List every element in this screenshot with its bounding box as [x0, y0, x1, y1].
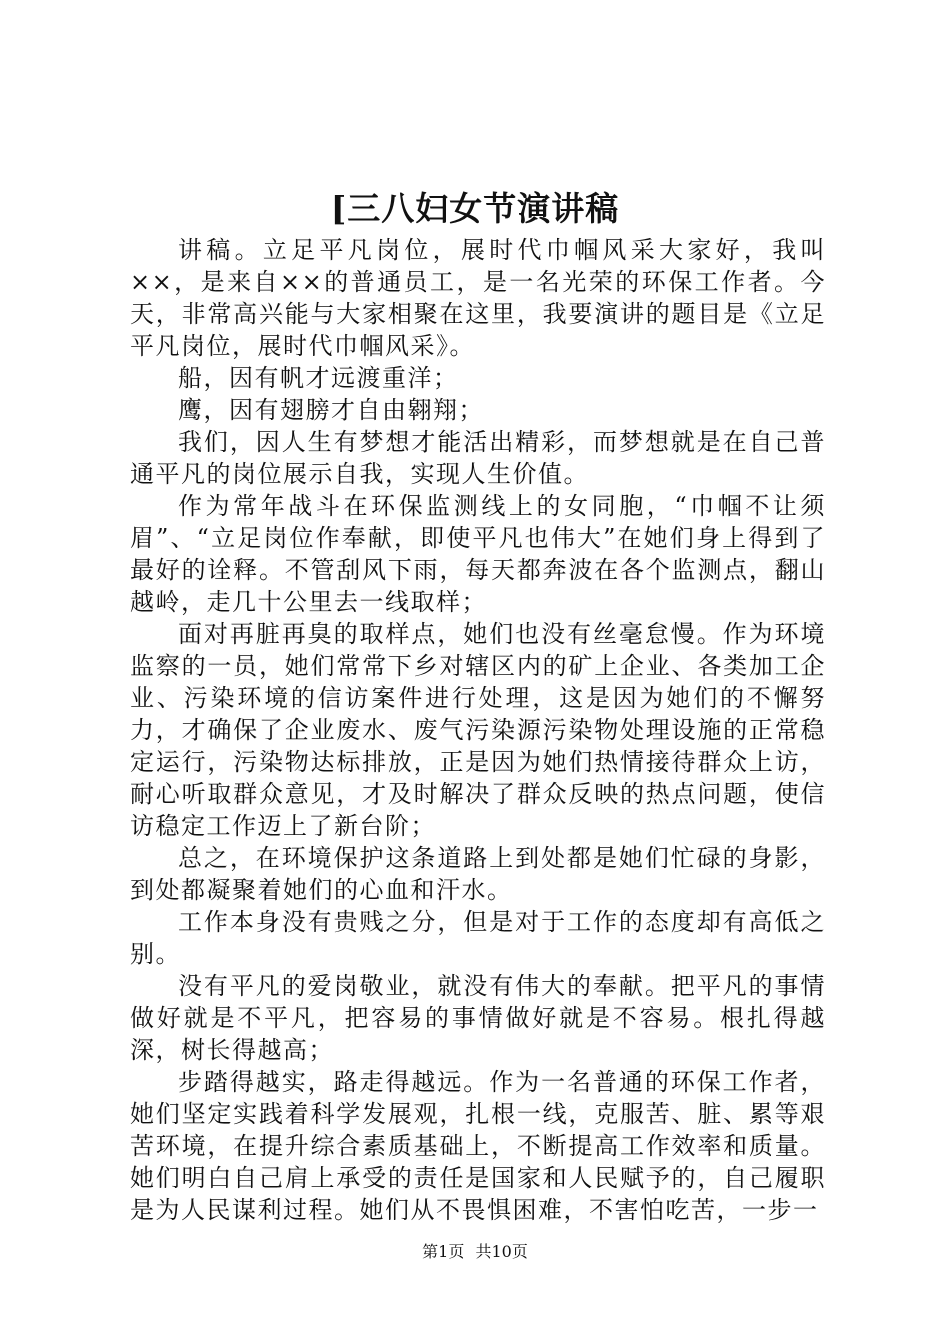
- paragraph: 步踏得越实，路走得越远。作为一名普通的环保工作者，她们坚定实践着科学发展观，扎根一线，克服苦、脏、累等艰苦环境，在提升综合素质基础上，不断提高工作效率和质量。她们明白自己肩上承受的责任是国家和人民赋予的，自己履职是为人民谋利过程。她们从不畏惧困难，不害怕吃苦，一步一: [130, 1068, 826, 1224]
- paragraph: 我们，因人生有梦想才能活出精彩，而梦想就是在自己普通平凡的岗位展示自我，实现人生价值。: [130, 428, 826, 488]
- paragraph: 总之，在环境保护这条道路上到处都是她们忙碌的身影，到处都凝聚着她们的心血和汗水。: [130, 844, 826, 904]
- paragraph: 作为常年战斗在环保监测线上的女同胞，“巾帼不让须眉”、“立足岗位作奉献，即使平凡也伟大”在她们身上得到了最好的诠释。不管刮风下雨，每天都奔波在各个监测点，翻山越岭，走几十公里去一线取样；: [130, 492, 826, 616]
- paragraph: 面对再脏再臭的取样点，她们也没有丝毫怠慢。作为环境监察的一员，她们常常下乡对辖区内的矿上企业、各类加工企业、污染环境的信访案件进行处理，这是因为她们的不懈努力，才确保了企业废水、废气污染源污染物处理设施的正常稳定运行，污染物达标排放，正是因为她们热情接待群众上访，耐心听取群众意见，才及时解决了群众反映的热点问题，使信访稳定工作迈上了新台阶；: [130, 620, 826, 840]
- page-total: 共10页: [475, 1242, 528, 1261]
- page-number: 第1页: [422, 1242, 465, 1261]
- page-footer: [0, 1242, 950, 1262]
- paragraph: 鹰，因有翅膀才自由翱翔；: [178, 396, 484, 424]
- paragraph: 没有平凡的爱岗敬业，就没有伟大的奉献。把平凡的事情做好就是不平凡，把容易的事情做好就是不容易。根扎得越深，树长得越高；: [130, 972, 826, 1064]
- document-title: [三八妇女节演讲稿: [330, 189, 620, 228]
- document-body: [130, 234, 826, 1226]
- paragraph: 工作本身没有贵贱之分，但是对于工作的态度却有高低之别。: [130, 908, 826, 968]
- paragraph: 讲稿。立足平凡岗位，展时代巾帼风采大家好，我叫××，是来自××的普通员工，是一名光荣的环保工作者。今天，非常高兴能与大家相聚在这里，我要演讲的题目是《立足平凡岗位，展时代巾帼风采》。: [130, 236, 826, 360]
- paragraph: 船，因有帆才远渡重洋；: [178, 364, 459, 392]
